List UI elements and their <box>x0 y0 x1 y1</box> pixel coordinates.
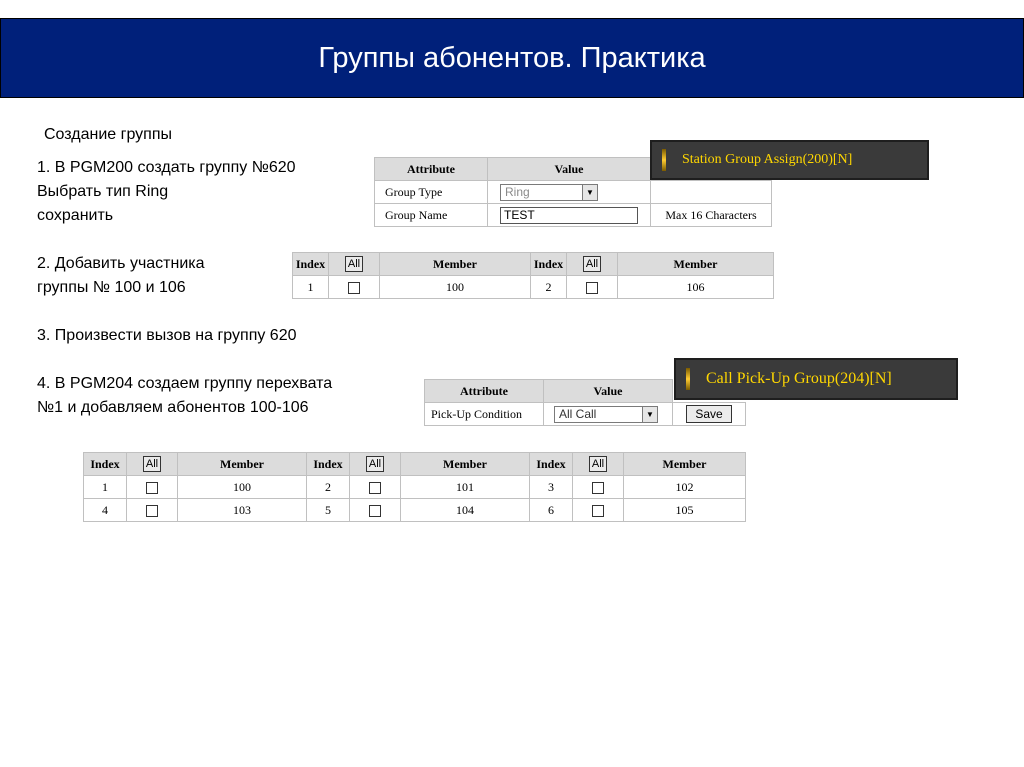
member-cell: 101 <box>401 476 530 499</box>
group-name-label: Group Name <box>375 204 488 227</box>
group-type-select[interactable]: Ring ▼ <box>500 184 598 201</box>
member-cell: 105 <box>624 499 746 522</box>
group-name-hint: Max 16 Characters <box>651 204 772 227</box>
col-value: Value <box>488 158 651 181</box>
pickup-member-table <box>83 452 746 522</box>
col-member: Member <box>624 453 746 476</box>
col-index: Index <box>530 453 573 476</box>
table-row <box>84 499 746 522</box>
step1-line1: 1. В PGM200 создать группу №620 <box>37 159 296 176</box>
select-all-button[interactable]: All <box>143 456 161 472</box>
slide-title-bar <box>0 18 1024 98</box>
member-checkbox[interactable] <box>592 505 604 517</box>
pickup-condition-select[interactable]: All Call ▼ <box>554 406 658 423</box>
index-cell: 1 <box>293 276 329 299</box>
step4-line2: №1 и добавляем абонентов 100-106 <box>37 399 309 416</box>
member-checkbox[interactable] <box>369 505 381 517</box>
index-cell: 5 <box>307 499 350 522</box>
member-cell: 100 <box>178 476 307 499</box>
member-cell: 103 <box>178 499 307 522</box>
member-checkbox[interactable] <box>592 482 604 494</box>
col-member: Member <box>618 253 774 276</box>
member-checkbox[interactable] <box>586 282 598 294</box>
step1-line3: сохранить <box>37 207 114 224</box>
group-member-table <box>292 252 774 299</box>
table-row <box>84 476 746 499</box>
col-attribute: Attribute <box>375 158 488 181</box>
member-checkbox[interactable] <box>369 482 381 494</box>
member-cell: 106 <box>618 276 774 299</box>
select-all-button[interactable]: All <box>366 456 384 472</box>
col-index: Index <box>531 253 567 276</box>
group-name-input[interactable]: TEST <box>500 207 638 224</box>
pickup-condition-label: Pick-Up Condition <box>425 403 544 426</box>
call-pickup-group-banner <box>674 358 958 400</box>
select-all-button[interactable]: All <box>589 456 607 472</box>
member-cell: 102 <box>624 476 746 499</box>
col-member: Member <box>178 453 307 476</box>
col-index: Index <box>293 253 329 276</box>
station-group-assign-label: Station Group Assign(200)[N] <box>682 152 853 167</box>
index-cell: 3 <box>530 476 573 499</box>
index-cell: 2 <box>531 276 567 299</box>
col-index: Index <box>307 453 350 476</box>
step2-line1: 2. Добавить участника <box>37 255 205 272</box>
step4-line1: 4. В PGM204 создаем группу перехвата <box>37 375 333 392</box>
step1-line2: Выбрать тип Ring <box>37 183 169 200</box>
chevron-down-icon: ▼ <box>642 407 657 422</box>
col-index: Index <box>84 453 127 476</box>
index-cell: 4 <box>84 499 127 522</box>
table-row <box>293 276 774 299</box>
col-member: Member <box>401 453 530 476</box>
select-all-button[interactable]: All <box>345 256 363 272</box>
member-cell: 104 <box>401 499 530 522</box>
index-cell: 6 <box>530 499 573 522</box>
index-cell: 1 <box>84 476 127 499</box>
banner-marker-icon <box>686 368 690 390</box>
col-member: Member <box>380 253 531 276</box>
step3-line1: 3. Произвести вызов на группу 620 <box>37 327 297 344</box>
col-value: Value <box>544 380 673 403</box>
col-attribute: Attribute <box>425 380 544 403</box>
member-cell: 100 <box>380 276 531 299</box>
member-checkbox[interactable] <box>348 282 360 294</box>
call-pickup-group-label: Call Pick-Up Group(204)[N] <box>706 370 892 387</box>
chevron-down-icon: ▼ <box>582 185 597 200</box>
member-checkbox[interactable] <box>146 505 158 517</box>
group-type-label: Group Type <box>375 181 488 204</box>
slide-title: Группы абонентов. Практика <box>318 41 706 74</box>
select-all-button[interactable]: All <box>583 256 601 272</box>
save-button[interactable]: Save <box>686 405 731 423</box>
member-checkbox[interactable] <box>146 482 158 494</box>
step2-line2: группы № 100 и 106 <box>37 279 186 296</box>
station-group-assign-banner <box>650 140 929 180</box>
index-cell: 2 <box>307 476 350 499</box>
banner-marker-icon <box>662 149 666 171</box>
heading-create-group: Создание группы <box>44 126 172 143</box>
